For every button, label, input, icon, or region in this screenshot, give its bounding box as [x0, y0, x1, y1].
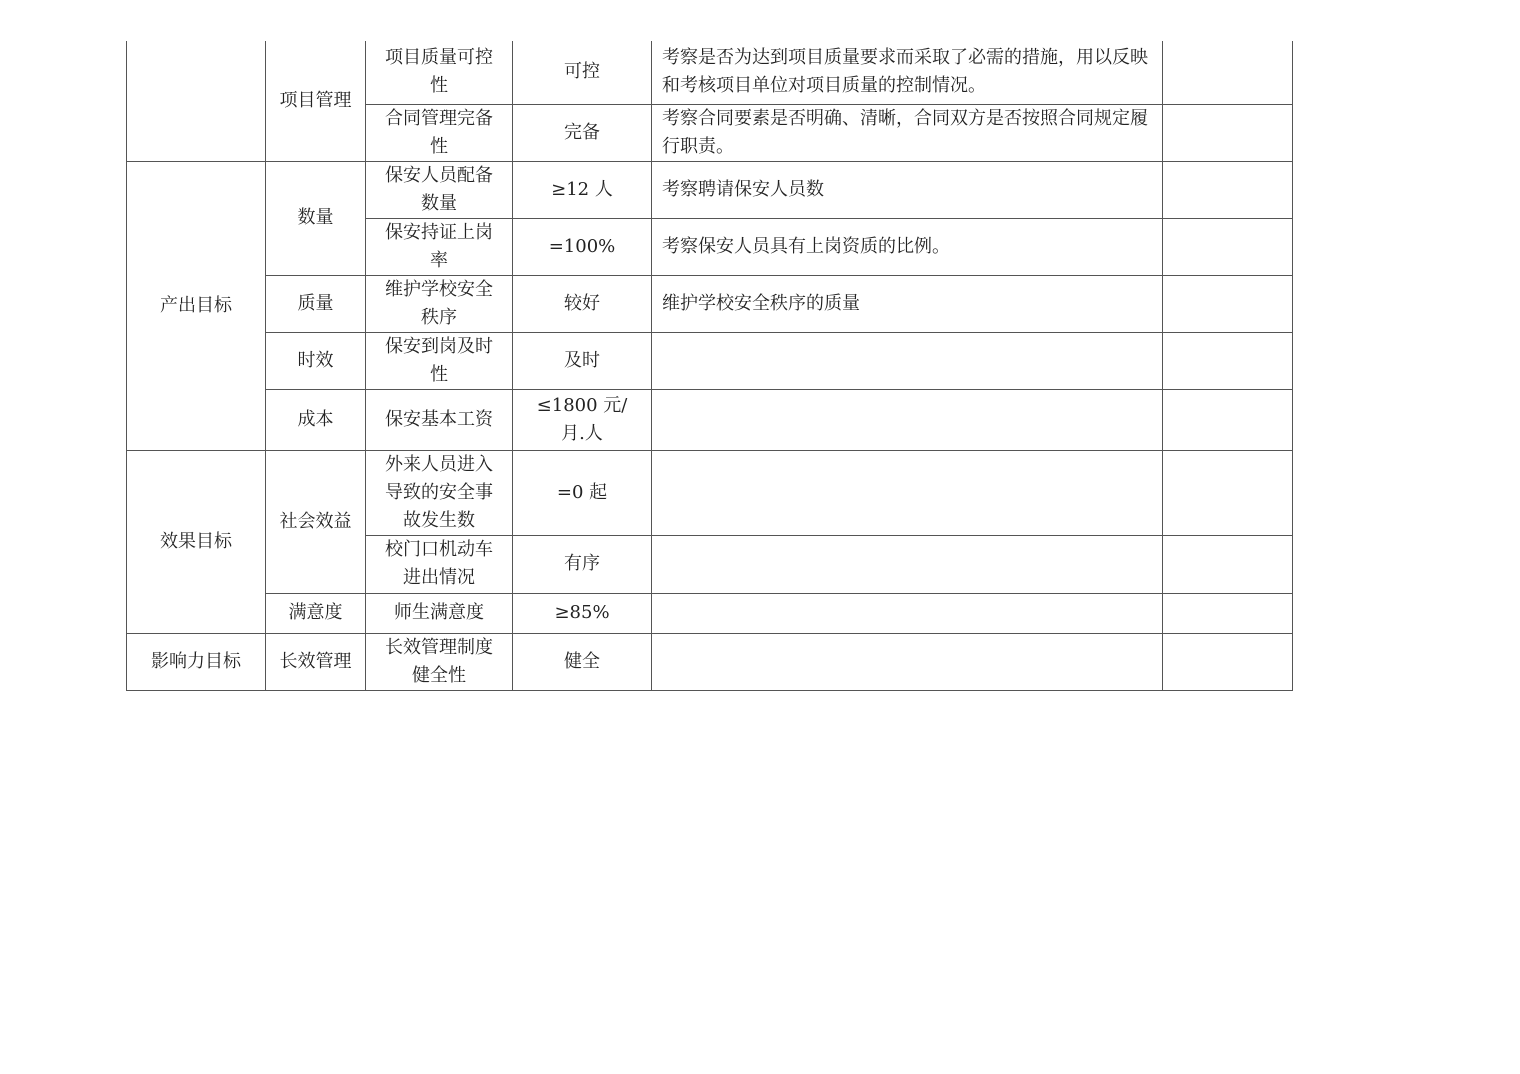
performance-indicator-table: [126, 41, 1293, 691]
note-cell: [1163, 104, 1293, 161]
indicator-cell: [366, 161, 513, 218]
note-cell: [1163, 535, 1293, 593]
level2-cell: [266, 450, 366, 593]
table-row: [127, 633, 1293, 690]
value-cell: [513, 218, 652, 275]
indicator-value: 有序: [564, 553, 600, 574]
indicator-value: 完备: [564, 121, 600, 143]
indicator-cell: [366, 218, 513, 275]
level1-cell: [127, 633, 266, 690]
note-cell: [1163, 593, 1293, 633]
value-cell: [513, 332, 652, 389]
value-cell: [513, 450, 652, 535]
table-row: [127, 161, 1293, 218]
level2-label: 项目管理: [279, 89, 352, 111]
table-row: [127, 389, 1293, 450]
indicator-description: 考察聘请保安人员数: [662, 178, 824, 200]
level2-label: 满意度: [288, 602, 343, 623]
table-row: [127, 275, 1293, 332]
indicator-value: 及时: [564, 349, 600, 371]
value-cell: [513, 389, 652, 450]
indicator-cell: [366, 332, 513, 389]
value-cell: [513, 41, 652, 104]
table-row: [127, 332, 1293, 389]
indicator-value: =0 起: [556, 481, 608, 503]
level1-label: 效果目标: [160, 530, 232, 552]
level2-cell: [266, 389, 366, 450]
indicator-value: 健全: [564, 650, 600, 672]
table-row: [127, 41, 1293, 104]
indicator-value: 较好: [564, 292, 600, 314]
note-cell: [1163, 275, 1293, 332]
indicator-label: 项目质量可控 性: [385, 47, 493, 97]
indicator-cell: [366, 389, 513, 450]
indicator-label: 长效管理制度 健全性: [385, 636, 493, 686]
indicator-label: 保安到岗及时 性: [385, 335, 493, 385]
note-cell: [1163, 332, 1293, 389]
note-cell: [1163, 41, 1293, 104]
level2-label: 长效管理: [279, 650, 352, 672]
indicator-label: 校门口机动车 进出情况: [385, 539, 493, 588]
table-row: [127, 593, 1293, 633]
description-cell: [652, 218, 1163, 275]
indicator-description: 考察是否为达到项目质量要求而采取了必需的措施，用以反映和考核项目单位对项目质量的控制情况。: [662, 47, 1148, 97]
indicator-label: 维护学校安全 秩序: [385, 278, 493, 328]
level2-label: 成本: [297, 408, 334, 430]
level2-cell: [266, 633, 366, 690]
indicator-value: 可控: [564, 61, 600, 83]
value-cell: [513, 104, 652, 161]
description-cell: [652, 535, 1163, 593]
note-cell: [1163, 218, 1293, 275]
indicator-description: 考察保安人员具有上岗资质的比例。: [662, 235, 950, 257]
level2-label: 质量: [297, 292, 334, 314]
indicator-cell: [366, 41, 513, 104]
indicator-description: 维护学校安全秩序的质量: [662, 292, 860, 314]
level2-cell: [266, 275, 366, 332]
table-row: [127, 450, 1293, 535]
indicator-cell: [366, 535, 513, 593]
note-cell: [1163, 450, 1293, 535]
indicator-label: 合同管理完备 性: [385, 107, 493, 157]
value-cell: [513, 535, 652, 593]
level1-label: 影响力目标: [151, 650, 241, 672]
indicator-label: 保安基本工资: [385, 408, 493, 430]
level2-cell: [266, 41, 366, 161]
indicator-value: =100%: [548, 235, 616, 257]
description-cell: [652, 275, 1163, 332]
note-cell: [1163, 633, 1293, 690]
value-cell: [513, 593, 652, 633]
note-cell: [1163, 161, 1293, 218]
value-cell: [513, 161, 652, 218]
description-cell: [652, 593, 1163, 633]
level2-cell: [266, 593, 366, 633]
indicator-label: 外来人员进入 导致的安全事 故发生数: [385, 453, 493, 531]
description-cell: [652, 450, 1163, 535]
description-cell: [652, 389, 1163, 450]
level2-label: 社会效益: [279, 510, 352, 532]
value-cell: [513, 275, 652, 332]
indicator-cell: [366, 104, 513, 161]
description-cell: [652, 104, 1163, 161]
indicator-cell: [366, 593, 513, 633]
description-cell: [652, 332, 1163, 389]
indicator-label: 保安持证上岗 率: [385, 221, 493, 271]
indicator-cell: [366, 450, 513, 535]
description-cell: [652, 161, 1163, 218]
level2-cell: [266, 161, 366, 275]
indicator-value: ≤1800 元/ 月.人: [536, 394, 628, 444]
level2-cell: [266, 332, 366, 389]
description-cell: [652, 633, 1163, 690]
level2-label: 时效: [297, 349, 334, 371]
note-cell: [1163, 389, 1293, 450]
indicator-label: 师生满意度: [394, 602, 484, 623]
indicator-description: 考察合同要素是否明确、清晰，合同双方是否按照合同规定履行职责。: [662, 107, 1148, 157]
indicator-value: ≥85%: [554, 602, 610, 623]
level2-label: 数量: [297, 207, 334, 228]
value-cell: [513, 633, 652, 690]
level1-cell: [127, 161, 266, 450]
indicator-label: 保安人员配备 数量: [385, 164, 493, 214]
indicator-cell: [366, 275, 513, 332]
indicator-value: ≥12 人: [551, 178, 613, 200]
level1-label: 产出目标: [160, 294, 232, 316]
level1-cell-continued: [127, 41, 266, 161]
level1-cell: [127, 450, 266, 633]
description-cell: [652, 41, 1163, 104]
indicator-cell: [366, 633, 513, 690]
